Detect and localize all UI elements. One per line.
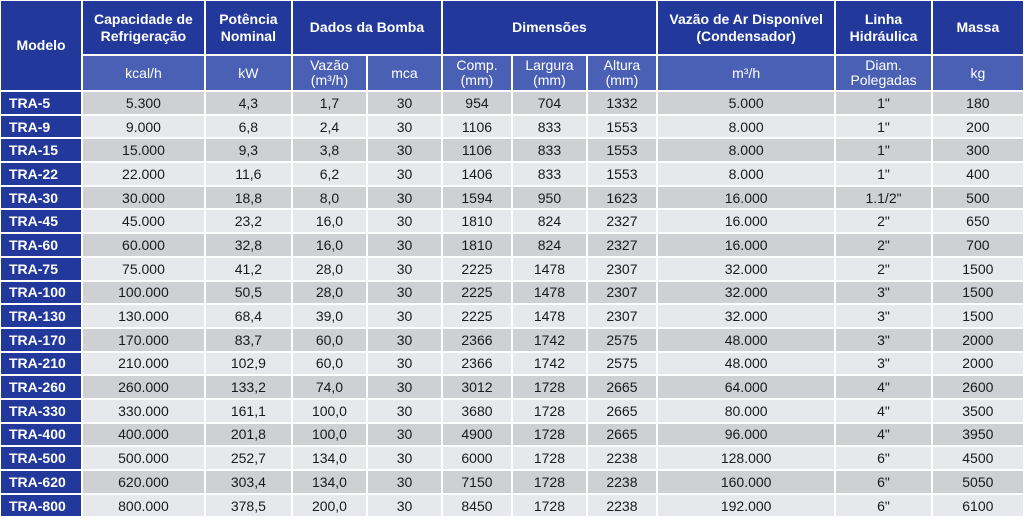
cell-altura: 2307 xyxy=(588,258,656,280)
header-potencia: Potência Nominal xyxy=(206,1,291,54)
cell-massa: 2600 xyxy=(933,376,1023,398)
cell-diam: 4" xyxy=(836,376,930,398)
cell-mca: 30 xyxy=(368,210,441,232)
cell-potencia: 32,8 xyxy=(206,234,291,256)
cell-comp: 6000 xyxy=(443,447,511,469)
header-modelo: Modelo xyxy=(1,1,81,90)
cell-largura: 824 xyxy=(513,210,586,232)
cell-massa: 2000 xyxy=(933,353,1023,375)
cell-diam: 2" xyxy=(836,258,930,280)
subheader-altura: Altura (mm) xyxy=(588,56,656,90)
cell-potencia: 9,3 xyxy=(206,139,291,161)
cell-comp: 2366 xyxy=(443,353,511,375)
cell-largura: 1728 xyxy=(513,447,586,469)
cell-largura: 1742 xyxy=(513,353,586,375)
cell-model: TRA-330 xyxy=(1,400,81,422)
cell-potencia: 23,2 xyxy=(206,210,291,232)
cell-potencia: 11,6 xyxy=(206,163,291,185)
cell-model: TRA-170 xyxy=(1,329,81,351)
cell-potencia: 378,5 xyxy=(206,495,291,517)
cell-vazao-ar: 16.000 xyxy=(658,210,834,232)
header-bomba: Dados da Bomba xyxy=(293,1,441,54)
cell-mca: 30 xyxy=(368,92,441,114)
cell-largura: 1478 xyxy=(513,258,586,280)
table-row xyxy=(1,495,1023,517)
subheader-massa: kg xyxy=(933,56,1023,90)
cell-massa: 300 xyxy=(933,139,1023,161)
table-row xyxy=(1,447,1023,469)
cell-largura: 833 xyxy=(513,163,586,185)
cell-largura: 833 xyxy=(513,116,586,138)
cell-capacidade: 9.000 xyxy=(83,116,204,138)
cell-capacidade: 500.000 xyxy=(83,447,204,469)
table-row xyxy=(1,376,1023,398)
cell-massa: 3500 xyxy=(933,400,1023,422)
cell-comp: 2225 xyxy=(443,282,511,304)
cell-massa: 200 xyxy=(933,116,1023,138)
subheader-comp: Comp. (mm) xyxy=(443,56,511,90)
cell-model: TRA-500 xyxy=(1,447,81,469)
table-row xyxy=(1,329,1023,351)
cell-comp: 1106 xyxy=(443,139,511,161)
cell-diam: 2" xyxy=(836,234,930,256)
cell-mca: 30 xyxy=(368,353,441,375)
cell-vazao-ar: 16.000 xyxy=(658,234,834,256)
cell-vazao-bomba: 1,7 xyxy=(293,92,366,114)
cell-altura: 2575 xyxy=(588,353,656,375)
cell-comp: 8450 xyxy=(443,495,511,517)
cell-diam: 6" xyxy=(836,447,930,469)
cell-massa: 180 xyxy=(933,92,1023,114)
cell-diam: 4" xyxy=(836,424,930,446)
cell-diam: 6" xyxy=(836,471,930,493)
cell-massa: 400 xyxy=(933,163,1023,185)
cell-capacidade: 75.000 xyxy=(83,258,204,280)
cell-vazao-bomba: 3,8 xyxy=(293,139,366,161)
cell-altura: 2307 xyxy=(588,282,656,304)
cell-altura: 1553 xyxy=(588,116,656,138)
cell-largura: 950 xyxy=(513,187,586,209)
cell-vazao-bomba: 134,0 xyxy=(293,447,366,469)
cell-largura: 1728 xyxy=(513,471,586,493)
table-row xyxy=(1,258,1023,280)
subheader-potencia: kW xyxy=(206,56,291,90)
cell-comp: 1406 xyxy=(443,163,511,185)
cell-comp: 954 xyxy=(443,92,511,114)
cell-vazao-bomba: 200,0 xyxy=(293,495,366,517)
cell-diam: 3" xyxy=(836,329,930,351)
cell-comp: 1810 xyxy=(443,210,511,232)
header-capacidade: Capacidade de Refrigeração xyxy=(83,1,204,54)
header-row xyxy=(1,1,1023,54)
table-row xyxy=(1,139,1023,161)
cell-model: TRA-30 xyxy=(1,187,81,209)
cell-capacidade: 45.000 xyxy=(83,210,204,232)
cell-comp: 2225 xyxy=(443,258,511,280)
table-row xyxy=(1,424,1023,446)
cell-vazao-ar: 8.000 xyxy=(658,139,834,161)
cell-largura: 1728 xyxy=(513,424,586,446)
cell-altura: 2238 xyxy=(588,495,656,517)
cell-comp: 4900 xyxy=(443,424,511,446)
cell-potencia: 4,3 xyxy=(206,92,291,114)
cell-largura: 1478 xyxy=(513,282,586,304)
cell-vazao-bomba: 2,4 xyxy=(293,116,366,138)
cell-altura: 1553 xyxy=(588,163,656,185)
cell-mca: 30 xyxy=(368,258,441,280)
cell-model: TRA-100 xyxy=(1,282,81,304)
cell-massa: 1500 xyxy=(933,258,1023,280)
cell-altura: 2665 xyxy=(588,424,656,446)
cell-largura: 1742 xyxy=(513,329,586,351)
cell-diam: 1" xyxy=(836,139,930,161)
cell-comp: 3012 xyxy=(443,376,511,398)
cell-diam: 1" xyxy=(836,116,930,138)
cell-potencia: 102,9 xyxy=(206,353,291,375)
cell-capacidade: 22.000 xyxy=(83,163,204,185)
subheader-vazao-ar: m³/h xyxy=(658,56,834,90)
table-row xyxy=(1,187,1023,209)
cell-model: TRA-210 xyxy=(1,353,81,375)
cell-capacidade: 800.000 xyxy=(83,495,204,517)
cell-mca: 30 xyxy=(368,376,441,398)
subheader-largura: Largura (mm) xyxy=(513,56,586,90)
cell-vazao-ar: 160.000 xyxy=(658,471,834,493)
cell-potencia: 41,2 xyxy=(206,258,291,280)
cell-vazao-ar: 5.000 xyxy=(658,92,834,114)
cell-mca: 30 xyxy=(368,329,441,351)
cell-mca: 30 xyxy=(368,234,441,256)
cell-potencia: 50,5 xyxy=(206,282,291,304)
cell-diam: 3" xyxy=(836,282,930,304)
cell-vazao-ar: 96.000 xyxy=(658,424,834,446)
cell-vazao-bomba: 16,0 xyxy=(293,210,366,232)
cell-vazao-bomba: 8,0 xyxy=(293,187,366,209)
cell-altura: 1553 xyxy=(588,139,656,161)
table-row xyxy=(1,282,1023,304)
table-row xyxy=(1,353,1023,375)
cell-vazao-bomba: 60,0 xyxy=(293,329,366,351)
cell-mca: 30 xyxy=(368,163,441,185)
cell-altura: 2238 xyxy=(588,447,656,469)
header-linha: Linha Hidráulica xyxy=(836,1,930,54)
cell-massa: 1500 xyxy=(933,282,1023,304)
cell-diam: 1.1/2" xyxy=(836,187,930,209)
cell-diam: 2" xyxy=(836,210,930,232)
table-row xyxy=(1,234,1023,256)
cell-model: TRA-15 xyxy=(1,139,81,161)
cell-vazao-ar: 32.000 xyxy=(658,258,834,280)
cell-vazao-bomba: 39,0 xyxy=(293,305,366,327)
cell-altura: 2307 xyxy=(588,305,656,327)
cell-comp: 2225 xyxy=(443,305,511,327)
subheader-diam: Diam. Polegadas xyxy=(836,56,930,90)
cell-potencia: 83,7 xyxy=(206,329,291,351)
cell-potencia: 6,8 xyxy=(206,116,291,138)
cell-diam: 1" xyxy=(836,92,930,114)
table-row xyxy=(1,92,1023,114)
cell-diam: 4" xyxy=(836,400,930,422)
cell-vazao-ar: 48.000 xyxy=(658,353,834,375)
table-row xyxy=(1,400,1023,422)
cell-capacidade: 400.000 xyxy=(83,424,204,446)
cell-capacidade: 620.000 xyxy=(83,471,204,493)
cell-massa: 700 xyxy=(933,234,1023,256)
cell-capacidade: 260.000 xyxy=(83,376,204,398)
cell-mca: 30 xyxy=(368,187,441,209)
cell-comp: 1594 xyxy=(443,187,511,209)
cell-model: TRA-620 xyxy=(1,471,81,493)
cell-largura: 1728 xyxy=(513,400,586,422)
cell-massa: 500 xyxy=(933,187,1023,209)
cell-diam: 6" xyxy=(836,495,930,517)
table-row xyxy=(1,163,1023,185)
cell-capacidade: 130.000 xyxy=(83,305,204,327)
table-body xyxy=(1,92,1023,516)
cell-altura: 2665 xyxy=(588,376,656,398)
cell-vazao-bomba: 28,0 xyxy=(293,258,366,280)
cell-potencia: 252,7 xyxy=(206,447,291,469)
cell-potencia: 18,8 xyxy=(206,187,291,209)
cell-comp: 1106 xyxy=(443,116,511,138)
cell-massa: 1500 xyxy=(933,305,1023,327)
cell-capacidade: 60.000 xyxy=(83,234,204,256)
cell-massa: 6100 xyxy=(933,495,1023,517)
cell-vazao-ar: 80.000 xyxy=(658,400,834,422)
cell-model: TRA-60 xyxy=(1,234,81,256)
cell-altura: 2665 xyxy=(588,400,656,422)
cell-mca: 30 xyxy=(368,471,441,493)
cell-model: TRA-260 xyxy=(1,376,81,398)
cell-capacidade: 210.000 xyxy=(83,353,204,375)
cell-capacidade: 30.000 xyxy=(83,187,204,209)
cell-capacidade: 5.300 xyxy=(83,92,204,114)
cell-largura: 704 xyxy=(513,92,586,114)
cell-mca: 30 xyxy=(368,424,441,446)
cell-capacidade: 15.000 xyxy=(83,139,204,161)
table-row xyxy=(1,305,1023,327)
cell-model: TRA-45 xyxy=(1,210,81,232)
cell-vazao-bomba: 28,0 xyxy=(293,282,366,304)
cell-largura: 833 xyxy=(513,139,586,161)
cell-vazao-bomba: 100,0 xyxy=(293,424,366,446)
cell-comp: 7150 xyxy=(443,471,511,493)
cell-massa: 650 xyxy=(933,210,1023,232)
cell-altura: 1623 xyxy=(588,187,656,209)
cell-vazao-ar: 192.000 xyxy=(658,495,834,517)
cell-mca: 30 xyxy=(368,495,441,517)
cell-capacidade: 170.000 xyxy=(83,329,204,351)
cell-vazao-bomba: 6,2 xyxy=(293,163,366,185)
cell-vazao-bomba: 16,0 xyxy=(293,234,366,256)
cell-vazao-ar: 32.000 xyxy=(658,282,834,304)
cell-model: TRA-400 xyxy=(1,424,81,446)
cell-model: TRA-5 xyxy=(1,92,81,114)
cell-model: TRA-9 xyxy=(1,116,81,138)
cell-model: TRA-800 xyxy=(1,495,81,517)
cell-vazao-ar: 64.000 xyxy=(658,376,834,398)
cell-capacidade: 100.000 xyxy=(83,282,204,304)
cell-altura: 2575 xyxy=(588,329,656,351)
cell-largura: 1728 xyxy=(513,495,586,517)
cell-potencia: 133,2 xyxy=(206,376,291,398)
cell-massa: 5050 xyxy=(933,471,1023,493)
cell-largura: 824 xyxy=(513,234,586,256)
cell-vazao-bomba: 100,0 xyxy=(293,400,366,422)
cell-mca: 30 xyxy=(368,116,441,138)
header-massa: Massa xyxy=(933,1,1023,54)
cell-mca: 30 xyxy=(368,400,441,422)
cell-vazao-bomba: 134,0 xyxy=(293,471,366,493)
cell-vazao-ar: 32.000 xyxy=(658,305,834,327)
cell-potencia: 201,8 xyxy=(206,424,291,446)
cell-diam: 3" xyxy=(836,353,930,375)
cell-altura: 2327 xyxy=(588,210,656,232)
cell-vazao-ar: 8.000 xyxy=(658,163,834,185)
cell-model: TRA-130 xyxy=(1,305,81,327)
cell-vazao-ar: 128.000 xyxy=(658,447,834,469)
cell-vazao-ar: 16.000 xyxy=(658,187,834,209)
cell-vazao-ar: 48.000 xyxy=(658,329,834,351)
cell-mca: 30 xyxy=(368,305,441,327)
cell-mca: 30 xyxy=(368,139,441,161)
cell-diam: 3" xyxy=(836,305,930,327)
cell-comp: 3680 xyxy=(443,400,511,422)
cell-diam: 1" xyxy=(836,163,930,185)
subheader-mca: mca xyxy=(368,56,441,90)
table-row xyxy=(1,471,1023,493)
cell-model: TRA-22 xyxy=(1,163,81,185)
cell-massa: 3950 xyxy=(933,424,1023,446)
cell-vazao-bomba: 74,0 xyxy=(293,376,366,398)
cell-largura: 1728 xyxy=(513,376,586,398)
cell-largura: 1478 xyxy=(513,305,586,327)
cell-potencia: 161,1 xyxy=(206,400,291,422)
cell-massa: 2000 xyxy=(933,329,1023,351)
cell-altura: 2327 xyxy=(588,234,656,256)
cell-potencia: 68,4 xyxy=(206,305,291,327)
subheader-vazao-bomba: Vazão (m³/h) xyxy=(293,56,366,90)
table-row xyxy=(1,116,1023,138)
cell-capacidade: 330.000 xyxy=(83,400,204,422)
cell-massa: 4500 xyxy=(933,447,1023,469)
cell-vazao-bomba: 60,0 xyxy=(293,353,366,375)
cell-comp: 2366 xyxy=(443,329,511,351)
cell-altura: 2238 xyxy=(588,471,656,493)
cell-potencia: 303,4 xyxy=(206,471,291,493)
cell-model: TRA-75 xyxy=(1,258,81,280)
cell-comp: 1810 xyxy=(443,234,511,256)
cell-mca: 30 xyxy=(368,447,441,469)
table-row xyxy=(1,210,1023,232)
cell-vazao-ar: 8.000 xyxy=(658,116,834,138)
subheader-row xyxy=(1,56,1023,90)
header-dimensoes: Dimensões xyxy=(443,1,656,54)
cell-altura: 1332 xyxy=(588,92,656,114)
header-vazao-ar: Vazão de Ar Disponível (Condensador) xyxy=(658,1,834,54)
cell-mca: 30 xyxy=(368,282,441,304)
subheader-capacidade: kcal/h xyxy=(83,56,204,90)
